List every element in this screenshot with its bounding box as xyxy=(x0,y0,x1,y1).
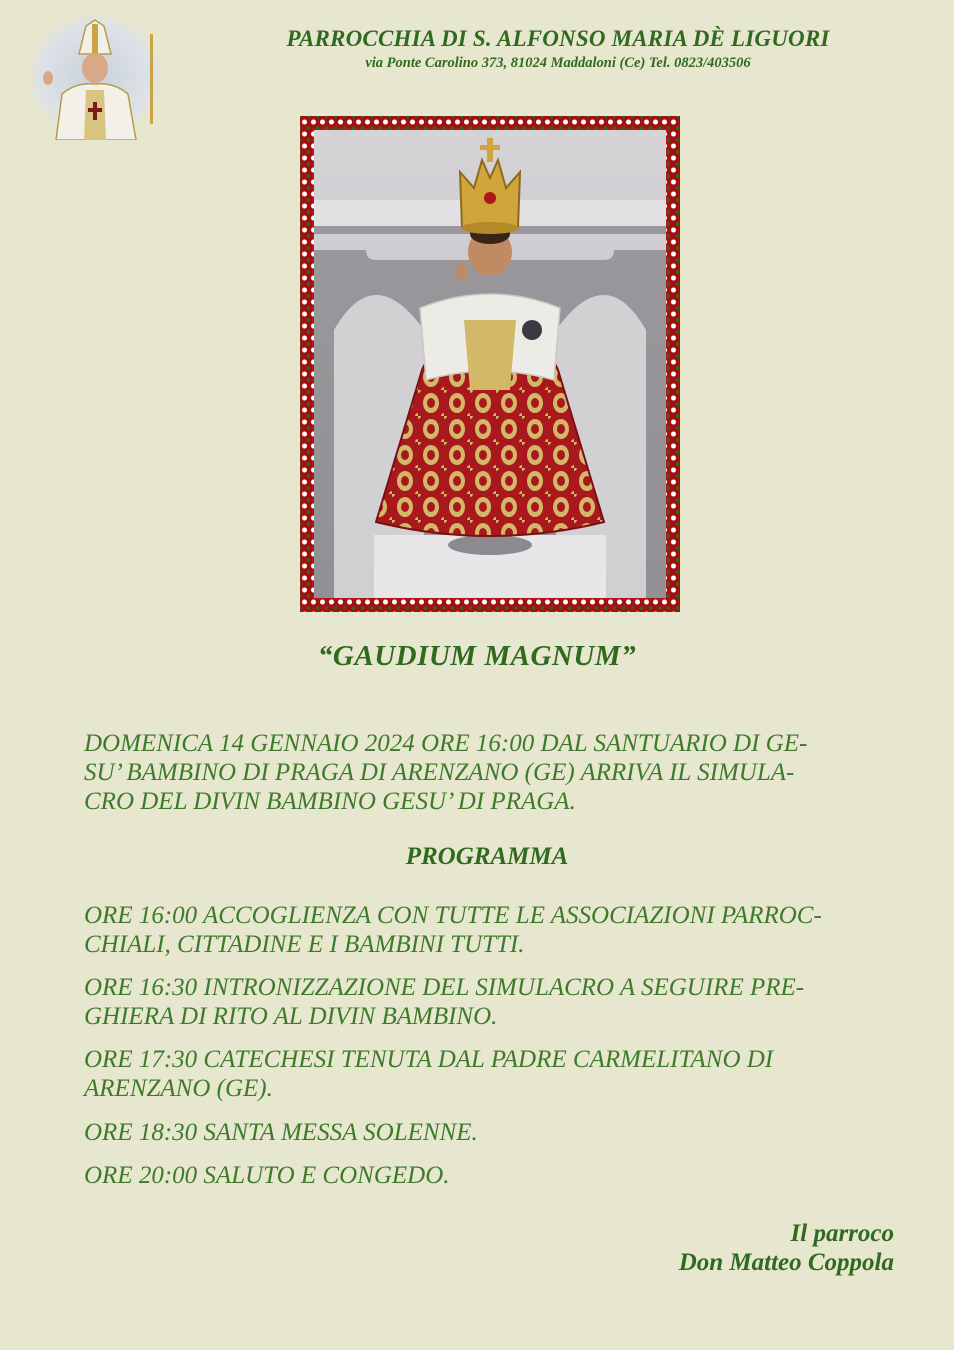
program-item xyxy=(84,1045,884,1103)
program-item xyxy=(84,973,884,1031)
program-line: ORE 17:30 CATECHESI TENUTA DAL PADRE CARMELITANO DI xyxy=(84,1046,774,1073)
program-line: ORE 16:00 ACCOGLIENZA CON TUTTE LE ASSOCIAZIONI PARROC- xyxy=(84,902,822,929)
signature-name: Don Matteo Coppola xyxy=(678,1249,894,1276)
parish-name: PARROCCHIA DI S. ALFONSO MARIA DÈ LIGUORI xyxy=(286,26,830,51)
program-line: ORE 20:00 SALUTO E CONGEDO. xyxy=(84,1162,450,1189)
parish-address: via Ponte Carolino 373, 81024 Maddaloni (Ce) Tel. 0823/403506 xyxy=(365,55,751,71)
signature xyxy=(679,1219,894,1277)
program-item xyxy=(84,1118,884,1147)
intro-line: SU’ BAMBINO DI PRAGA DI ARENZANO (GE) ARRIVA IL SIMULA- xyxy=(84,759,795,786)
saint-portrait-icon xyxy=(26,12,164,140)
program-line: ORE 16:30 INTRONIZZAZIONE DEL SIMULACRO A SEGUIRE PRE- xyxy=(84,974,805,1001)
program-line: GHIERA DI RITO AL DIVIN BAMBINO. xyxy=(84,1003,498,1030)
program-item xyxy=(84,1161,884,1190)
intro-line: CRO DEL DIVIN BAMBINO GESU’ DI PRAGA. xyxy=(84,788,576,815)
program-title: PROGRAMMA xyxy=(405,843,569,870)
event-title: “GAUDIUM MAGNUM” xyxy=(317,640,637,672)
program-line: ARENZANO (GE). xyxy=(84,1075,273,1102)
event-intro xyxy=(84,729,884,816)
intro-line: DOMENICA 14 GENNAIO 2024 ORE 16:00 DAL SANTUARIO DI GE- xyxy=(84,730,808,757)
signature-role: Il parroco xyxy=(790,1220,894,1247)
statue-photo-frame xyxy=(300,116,680,612)
statue-photo-icon xyxy=(314,130,666,598)
program-item xyxy=(84,901,884,959)
program-line: ORE 18:30 SANTA MESSA SOLENNE. xyxy=(84,1119,478,1146)
program-line: CHIALI, CITTADINE E I BAMBINI TUTTI. xyxy=(84,931,525,958)
